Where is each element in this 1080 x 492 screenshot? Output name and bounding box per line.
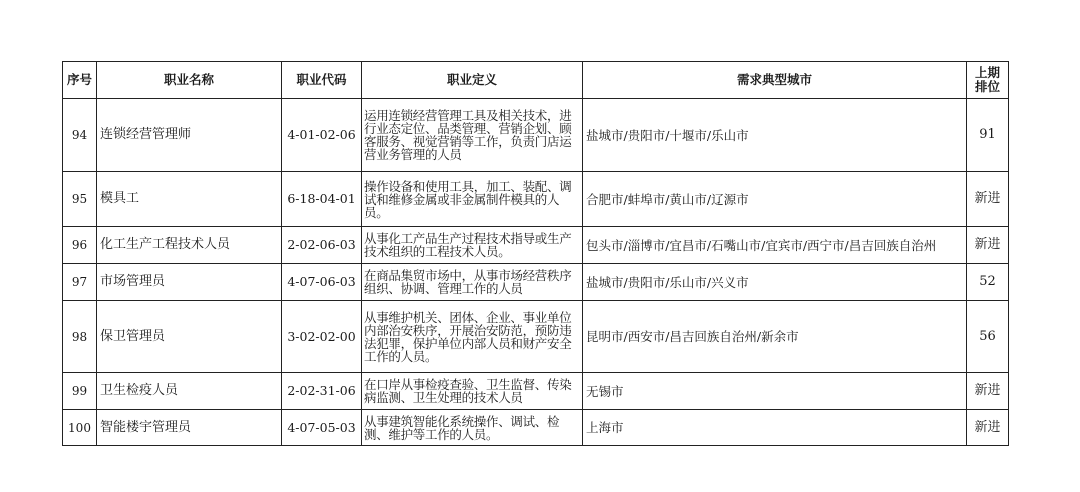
table-header-row xyxy=(63,62,1009,99)
cell-code: 3-02-02-00 xyxy=(282,301,362,373)
header-code: 职业代码 xyxy=(282,62,362,99)
cell-rank: 91 xyxy=(967,99,1009,172)
table-row xyxy=(63,264,1009,301)
occupation-table-container xyxy=(62,61,1009,446)
cell-definition: 从事维护机关、团体、企业、事业单位内部治安秩序，开展治安防范，预防违法犯罪，保护单位内部人员和财产安全工作的人员。 xyxy=(362,301,583,373)
cell-name: 市场管理员 xyxy=(97,264,282,301)
cell-cities: 包头市/淄博市/宜昌市/石嘴山市/宜宾市/西宁市/昌吉回族自治州 xyxy=(583,227,967,264)
cell-rank: 52 xyxy=(967,264,1009,301)
header-rank: 上期排位 xyxy=(967,62,1009,99)
cell-rank: 新进 xyxy=(967,410,1009,446)
table-row xyxy=(63,172,1009,227)
cell-definition: 在商品集贸市场中，从事市场经营秩序组织、协调、管理工作的人员 xyxy=(362,264,583,301)
cell-name: 化工生产工程技术人员 xyxy=(97,227,282,264)
cell-rank: 新进 xyxy=(967,227,1009,264)
header-name: 职业名称 xyxy=(97,62,282,99)
header-seq: 序号 xyxy=(63,62,97,99)
cell-seq: 98 xyxy=(63,301,97,373)
cell-definition: 运用连锁经营管理工具及相关技术，进行业态定位、品类管理、营销企划、顾客服务、视觉营销等工作，负责门店运营业务管理的人员 xyxy=(362,99,583,172)
cell-code: 2-02-31-06 xyxy=(282,373,362,410)
cell-definition: 从事建筑智能化系统操作、调试、检测、维护等工作的人员。 xyxy=(362,410,583,446)
cell-cities: 合肥市/蚌埠市/黄山市/辽源市 xyxy=(583,172,967,227)
header-cities: 需求典型城市 xyxy=(583,62,967,99)
cell-seq: 99 xyxy=(63,373,97,410)
header-definition: 职业定义 xyxy=(362,62,583,99)
cell-definition: 操作设备和使用工具，加工、装配、调试和维修金属或非金属制件模具的人员。 xyxy=(362,172,583,227)
table-row xyxy=(63,410,1009,446)
cell-rank: 新进 xyxy=(967,373,1009,410)
cell-seq: 97 xyxy=(63,264,97,301)
cell-name: 连锁经营管理师 xyxy=(97,99,282,172)
cell-cities: 无锡市 xyxy=(583,373,967,410)
table-row xyxy=(63,301,1009,373)
cell-code: 4-01-02-06 xyxy=(282,99,362,172)
cell-cities: 盐城市/贵阳市/十堰市/乐山市 xyxy=(583,99,967,172)
table-row xyxy=(63,373,1009,410)
cell-cities: 昆明市/西安市/昌吉回族自治州/新余市 xyxy=(583,301,967,373)
cell-seq: 94 xyxy=(63,99,97,172)
cell-name: 保卫管理员 xyxy=(97,301,282,373)
cell-code: 4-07-06-03 xyxy=(282,264,362,301)
cell-name: 卫生检疫人员 xyxy=(97,373,282,410)
cell-cities: 上海市 xyxy=(583,410,967,446)
cell-name: 模具工 xyxy=(97,172,282,227)
cell-rank: 新进 xyxy=(967,172,1009,227)
cell-code: 6-18-04-01 xyxy=(282,172,362,227)
cell-definition: 在口岸从事检疫查验、卫生监督、传染病监测、卫生处理的技术人员 xyxy=(362,373,583,410)
table-row xyxy=(63,227,1009,264)
cell-seq: 100 xyxy=(63,410,97,446)
cell-seq: 95 xyxy=(63,172,97,227)
occupation-table xyxy=(62,61,1009,446)
cell-code: 4-07-05-03 xyxy=(282,410,362,446)
cell-code: 2-02-06-03 xyxy=(282,227,362,264)
cell-name: 智能楼宇管理员 xyxy=(97,410,282,446)
table-row xyxy=(63,99,1009,172)
cell-rank: 56 xyxy=(967,301,1009,373)
cell-seq: 96 xyxy=(63,227,97,264)
cell-cities: 盐城市/贵阳市/乐山市/兴义市 xyxy=(583,264,967,301)
cell-definition: 从事化工产品生产过程技术指导或生产技术组织的工程技术人员。 xyxy=(362,227,583,264)
